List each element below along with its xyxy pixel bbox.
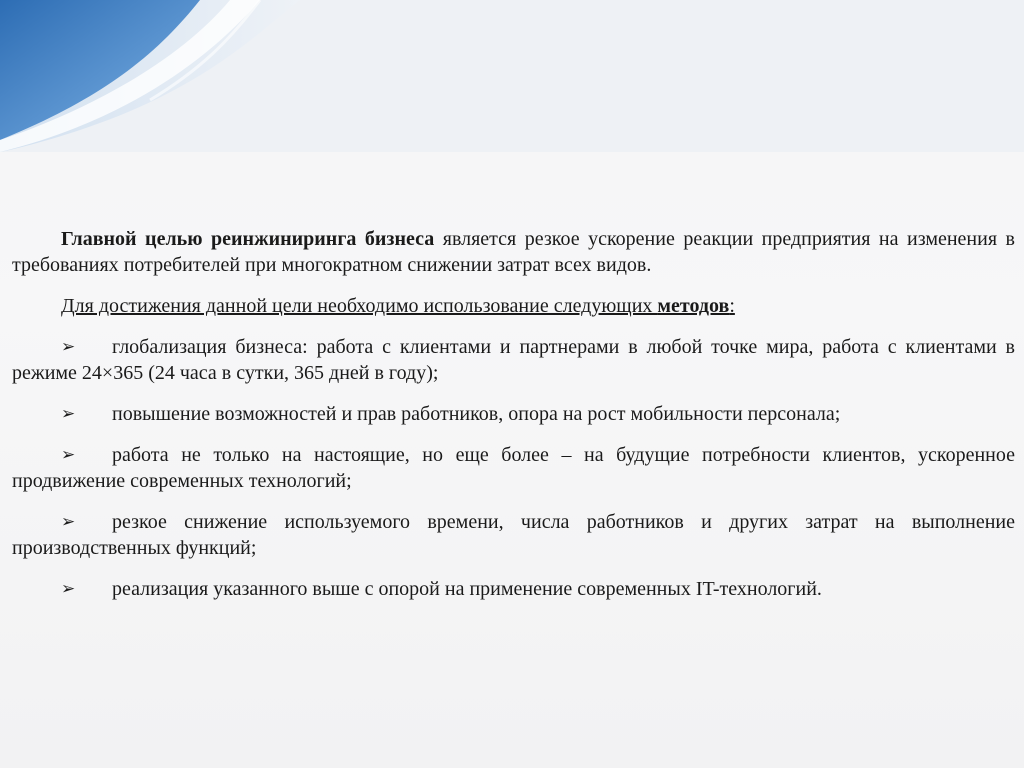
list-item bbox=[12, 334, 1015, 386]
arrow-bullet-icon: ➢ bbox=[61, 404, 76, 424]
intro-bold-text: Главной целью реинжиниринга бизнеса bbox=[61, 228, 435, 250]
arrow-bullet-icon: ➢ bbox=[61, 512, 76, 532]
intro-text: является резкое ускорение реакции предприятия на изменения в требованиях потребителей при многократном снижении затрат всех видов. bbox=[12, 228, 1015, 276]
list-item bbox=[12, 401, 1015, 427]
list-item-text: глобализация бизнеса: работа с клиентами и партнерами в любой точке мира, работа с клиентами в режиме 24×365 (24 часа в сутки, 365 дней в году); bbox=[12, 336, 1015, 384]
methods-prefix: Для достижения данной цели необходимо использование следующих bbox=[61, 295, 658, 317]
methods-list bbox=[12, 334, 1015, 602]
list-item bbox=[12, 442, 1015, 494]
arrow-bullet-icon: ➢ bbox=[61, 337, 76, 357]
list-item-text: реализация указанного выше с опорой на применение современных IT-технологий. bbox=[112, 578, 822, 600]
slide-header-decoration bbox=[0, 0, 1024, 152]
list-item bbox=[12, 576, 1015, 602]
methods-bold: методов bbox=[657, 295, 730, 317]
arrow-bullet-icon: ➢ bbox=[61, 579, 76, 599]
intro-paragraph bbox=[12, 226, 1015, 278]
methods-heading bbox=[61, 293, 1015, 319]
list-item bbox=[12, 509, 1015, 561]
methods-suffix: : bbox=[729, 295, 735, 317]
slide-body bbox=[12, 226, 1015, 617]
list-item-text: работа не только на настоящие, но еще более – на будущие потребности клиентов, ускоренное продвижение современных технологий; bbox=[12, 444, 1015, 492]
list-item-text: повышение возможностей и прав работников, опора на рост мобильности персонала; bbox=[112, 403, 841, 425]
blue-swoosh-decoration bbox=[0, 0, 1024, 152]
list-item-text: резкое снижение используемого времени, числа работников и других затрат на выполнение производственных функций; bbox=[12, 511, 1015, 559]
arrow-bullet-icon: ➢ bbox=[61, 445, 76, 465]
